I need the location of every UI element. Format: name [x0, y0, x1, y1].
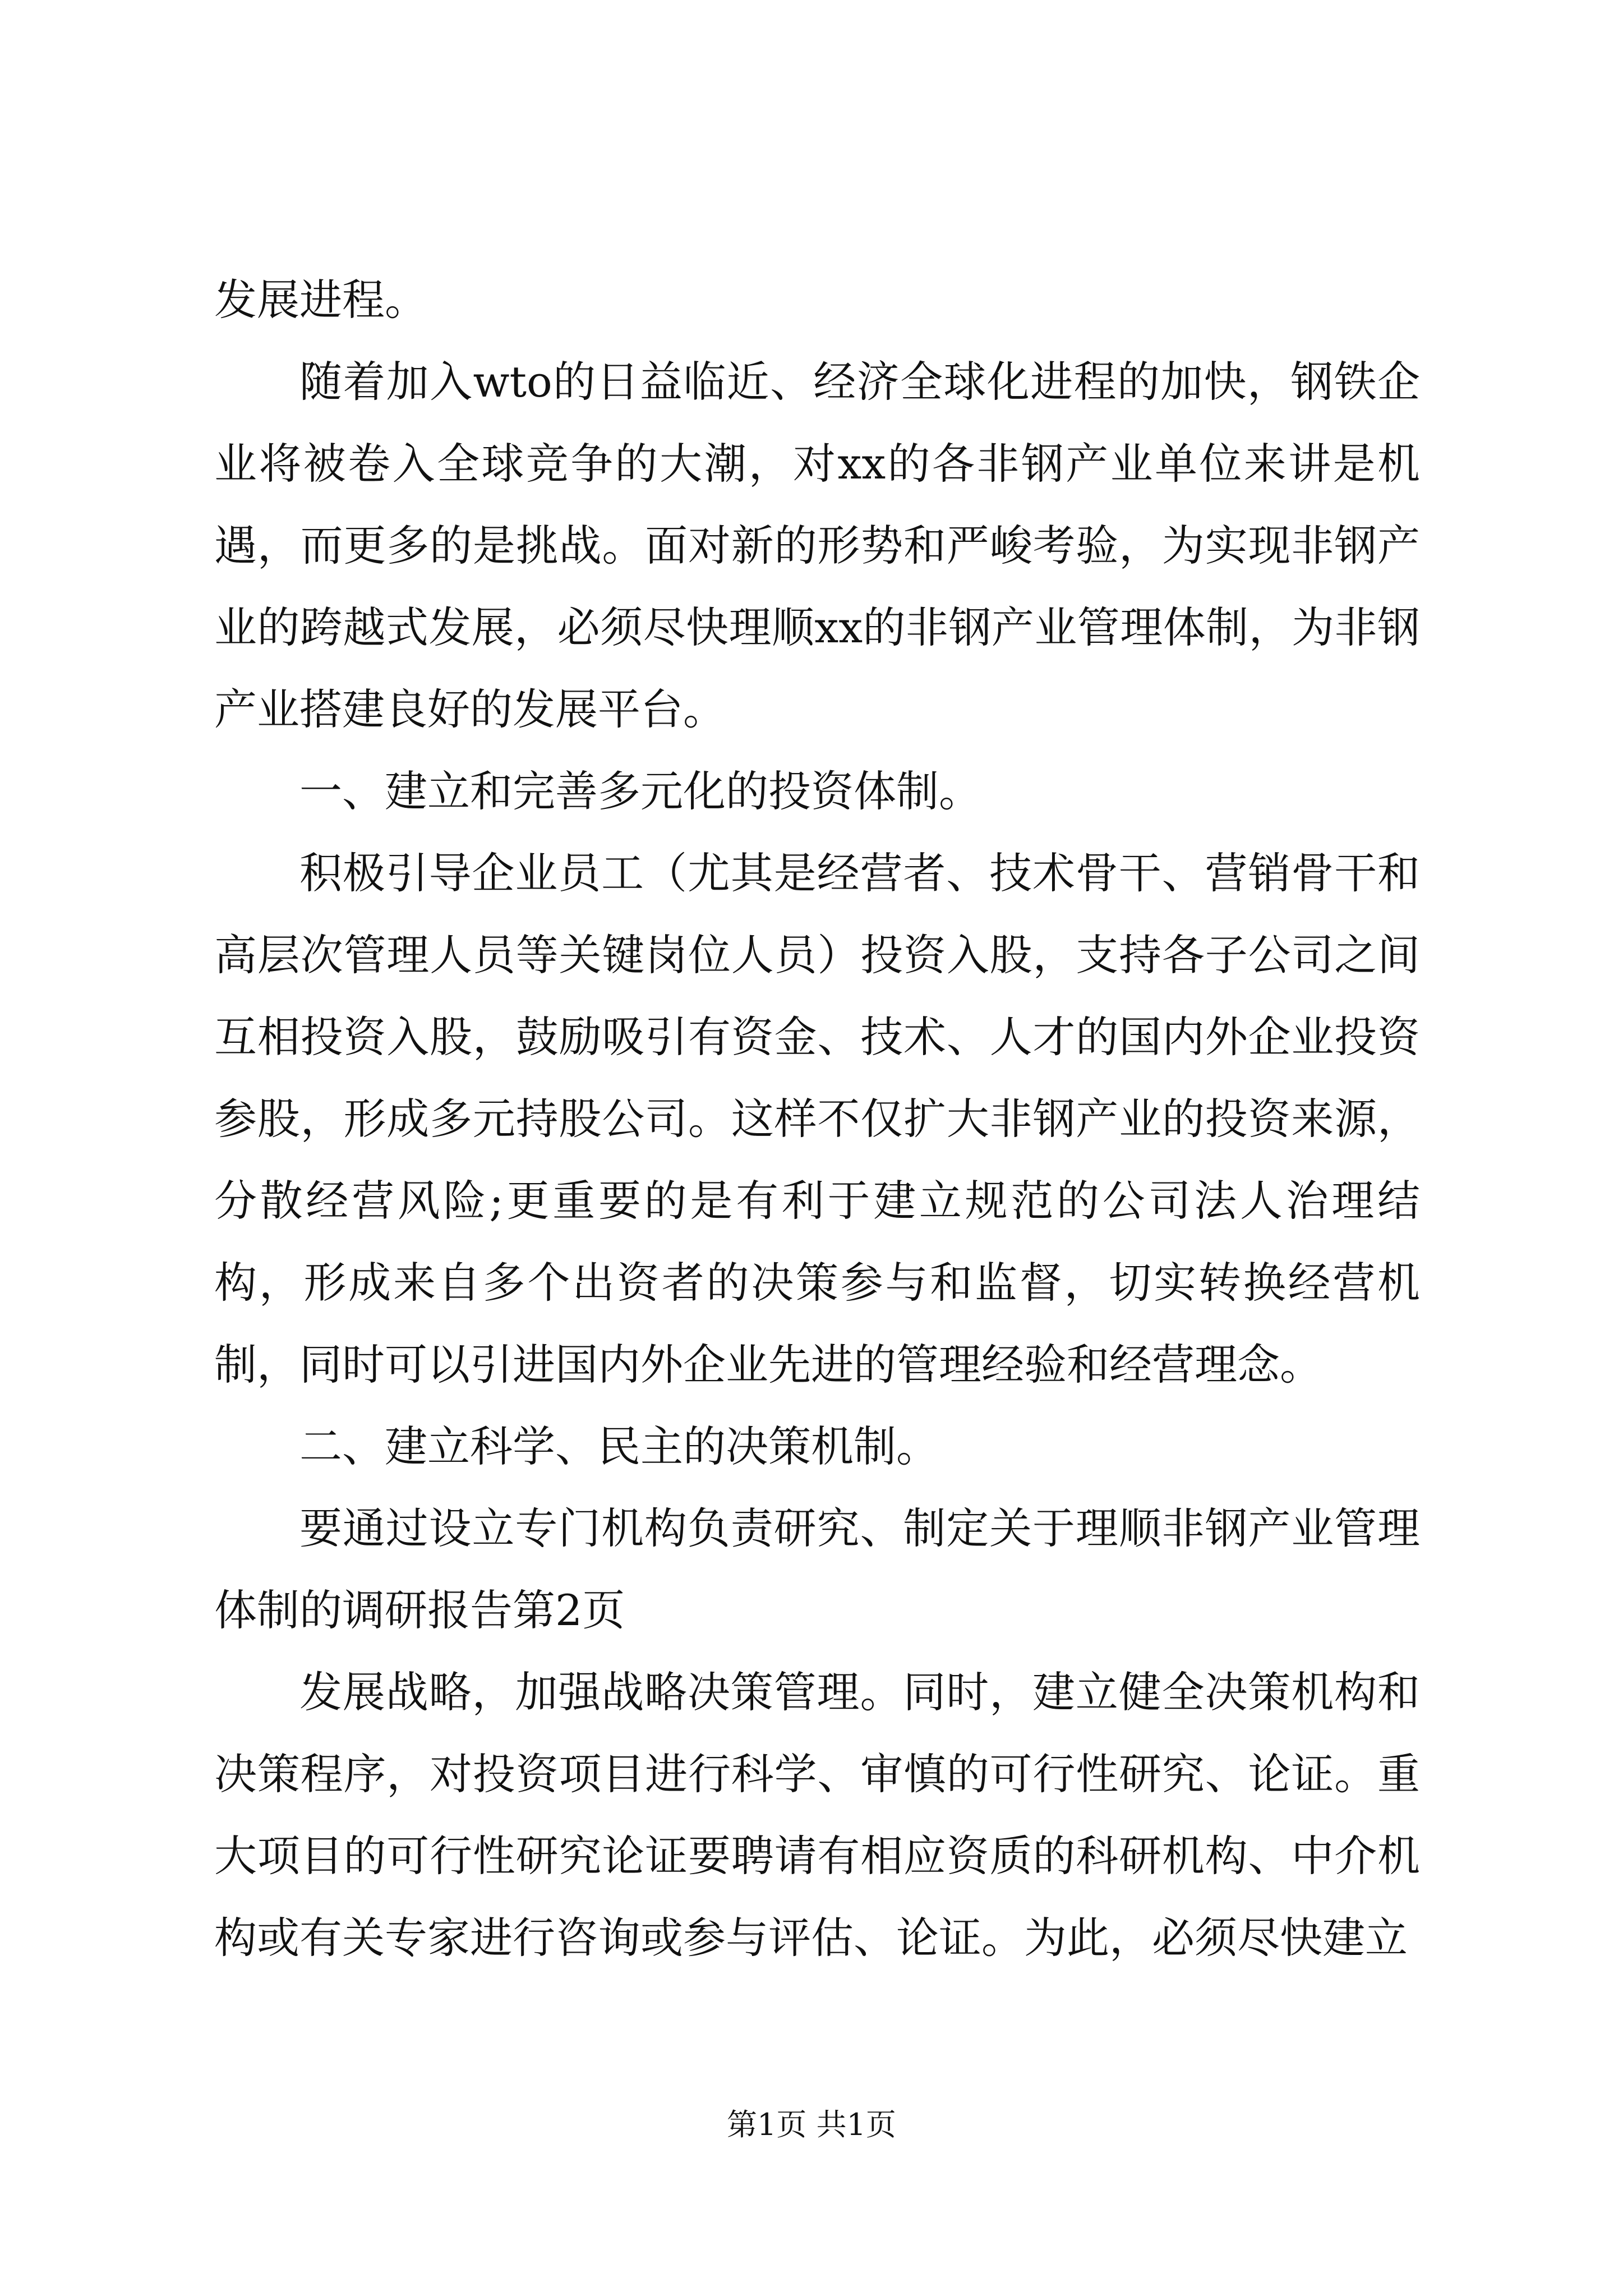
page-footer: 第1页 共1页 [727, 2107, 896, 2142]
section-heading-1: 一、建立和完善多元化的投资体制。 [299, 766, 981, 816]
document-body [214, 259, 1420, 1979]
section-heading-2: 二、建立科学、民主的决策机制。 [299, 1421, 939, 1471]
paragraph-1: 发展进程。 [214, 275, 427, 325]
paragraph-4: 要通过设立专门机构负责研究、制定关于理顺非钢产业管理体制的调研报告第2页 [214, 1503, 1420, 1635]
paragraph-5: 发展战略，加强战略决策管理。同时，建立健全决策机构和决策程序，对投资项目进行科学、审慎的可行性研究、论证。重大项目的可行性研究论证要聘请有相应资质的科研机构、中介机构或有关专家进行咨询或参与评估、论证。为此，必须尽快建立 [214, 1667, 1420, 1963]
paragraph-3: 积极引导企业员工（尤其是经营者、技术骨干、营销骨干和高层次管理人员等关键岗位人员）投资入股，支持各子公司之间互相投资入股，鼓励吸引有资金、技术、人才的国内外企业投资参股，形成多元持股公司。这样不仅扩大非钢产业的投资来源，分散经营风险;更重要的是有利于建立规范的公司法人治理结构，形成来自多个出资者的决策参与和监督，切实转换经营机制，同时可以引进国内外企业先进的管理经验和经营理念。 [214, 848, 1420, 1389]
paragraph-2: 随着加入wto的日益临近、经济全球化进程的加快，钢铁企业将被卷入全球竞争的大潮，对xx的各非钢产业单位来讲是机遇，而更多的是挑战。面对新的形势和严峻考验，为实现非钢产业的跨越式发展，必须尽快理顺xx的非钢产业管理体制，为非钢产业搭建良好的发展平台。 [214, 357, 1420, 734]
